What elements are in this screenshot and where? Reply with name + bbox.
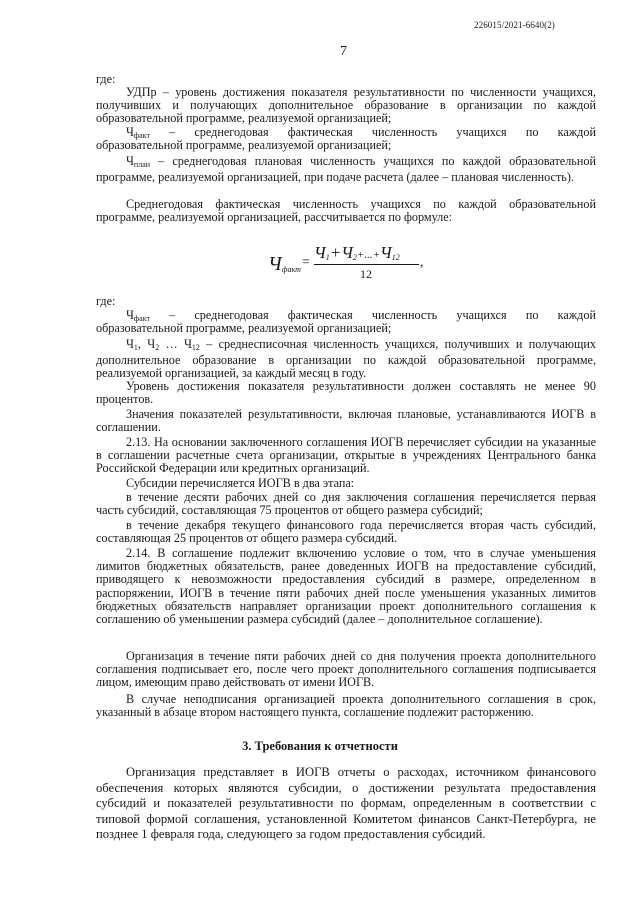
paragraph-2-13: 2.13. На основании заключенного соглашения ИОГВ перечисляет субсидии на указанные в соглашении расчетные счета организации, открытые в учреждениях Центрального банка Российской Федерации или кредитных организаций. [96, 435, 596, 476]
stage-one: в течение десяти рабочих дней со дня заключения соглашения перечисляется первая часть субсидий, составляющая 75 процентов от общего размера субсидий; [96, 490, 596, 518]
section-heading: 3. Требования к отчетности [242, 739, 398, 753]
chfakt-word: – [169, 125, 176, 139]
formula-lhs: $Ч_{факт}$ [268, 253, 301, 275]
formula-denominator: 12 [360, 267, 372, 281]
chfakt-word: каждой [557, 308, 596, 322]
chfakt-word: по [525, 308, 539, 322]
chfakt-word: численность [371, 125, 438, 139]
chfakt-word: фактическая [287, 308, 353, 322]
chfakt-word: учащихся [456, 125, 507, 139]
where-label-1: где: [96, 72, 116, 86]
average-count-formula [268, 243, 448, 285]
paragraph-2-14: 2.14. В соглашение подлежит включению условие о том, что в случае уменьшения лимитов бюджетных обязательств, ранее доведенных ИОГВ на предоставление субсидий, приводящего к невозможности предоставления субсидий в размере, определенном в распоряжении, ИОГВ в течение пяти рабочих дней после уменьшения указанных лимитов бюджетных обязательств направляет организации проект дополнительного соглашения к соглашению об уменьшении размера субсидий (далее – дополнительное соглашение). [96, 546, 596, 627]
chfakt-term: $Ч_{факт}$ [126, 125, 150, 140]
average-count-intro: Среднегодовая фактическая численность учащихся по каждой образовательной программе, реализуемой организацией, рассчитывается по формуле: [96, 197, 596, 225]
two-stages-intro: Субсидии перечисляется ИОГВ в два этапа: [126, 476, 355, 490]
formula-numerator: $Ч_1+Ч_2+...+Ч_{12}$ [314, 243, 400, 262]
document-registration-number: 226015/2021-6640(2) [474, 20, 555, 30]
monthly-count-definition: $Ч_1$, $Ч_2$ … $Ч_{12}$ – среднесписочная численность учащихся, получивших и получающих дополнительное образование в организации по каждой образовательной программе, реализуемой организацией, за каждый месяц в году. [96, 337, 597, 381]
udppr-definition: УДПр – уровень достижения показателя результативности по численности учащихся, получивших и получающих дополнительное образование в организации по каждой образовательной программе, реализуемой организацией; [96, 85, 596, 126]
chfakt-word: – [169, 308, 176, 322]
chfakt-term: $Ч_{факт}$ [126, 308, 150, 323]
formula-fraction-bar [314, 264, 419, 265]
non-signing-clause: В случае неподписания организацией проекта дополнительного соглашения в срок, указанный в абзаце втором настоящего пункта, соглашение подлежит расторжению. [96, 692, 596, 720]
chfakt-word: по [525, 125, 539, 139]
formula-comma: , [420, 255, 424, 270]
values-statement: Значения показателей результативности, включая плановые, устанавливаются ИОГВ в соглашении. [96, 407, 596, 435]
chfakt-word: среднегодовая [194, 308, 269, 322]
page-number: 7 [340, 44, 347, 59]
chfakt-definition-continued-2: образовательной программе, реализуемой организацией; [96, 321, 392, 335]
chfakt-word: численность [371, 308, 438, 322]
chplan-definition: $Ч_{план}$ – среднегодовая плановая численность учащихся по каждой образовательной программе, реализуемой организацией, при подаче расчета (далее – плановая численность). [96, 154, 596, 185]
chfakt-word: учащихся [456, 308, 507, 322]
formula-equals: = [302, 255, 310, 270]
reporting-requirements: Организация представляет в ИОГВ отчеты о расходах, источником финансового обеспечения которых являются субсидии, о достижении результата предоставления субсидий и показателей результативности по формам, определенным в соответствии с типовой формой соглашения, установленной Комитетом финансов Санкт-Петербурга, не позднее 1 февраля года, следующего за годом предоставления субсидий. [96, 765, 596, 841]
chfakt-word: каждой [557, 125, 596, 139]
chfakt-definition-continued: образовательной программе, реализуемой организацией; [96, 138, 392, 152]
chfakt-word: среднегодовая [194, 125, 269, 139]
chfakt-word: фактическая [287, 125, 353, 139]
level-requirement: Уровень достижения показателя результативности должен составлять не менее 90 процентов. [96, 379, 596, 407]
where-label-2: где: [96, 294, 116, 308]
stage-two: в течение декабря текущего финансового года перечисляется вторая часть субсидий, составляющая 25 процентов от общего размера субсидий. [96, 518, 596, 546]
organization-signing-terms: Организация в течение пяти рабочих дней со дня получения проекта дополнительного соглашения подписывает его, после чего проект дополнительного соглашения подписывается лицом, имеющим право действовать от имени ИОГВ. [96, 649, 596, 690]
